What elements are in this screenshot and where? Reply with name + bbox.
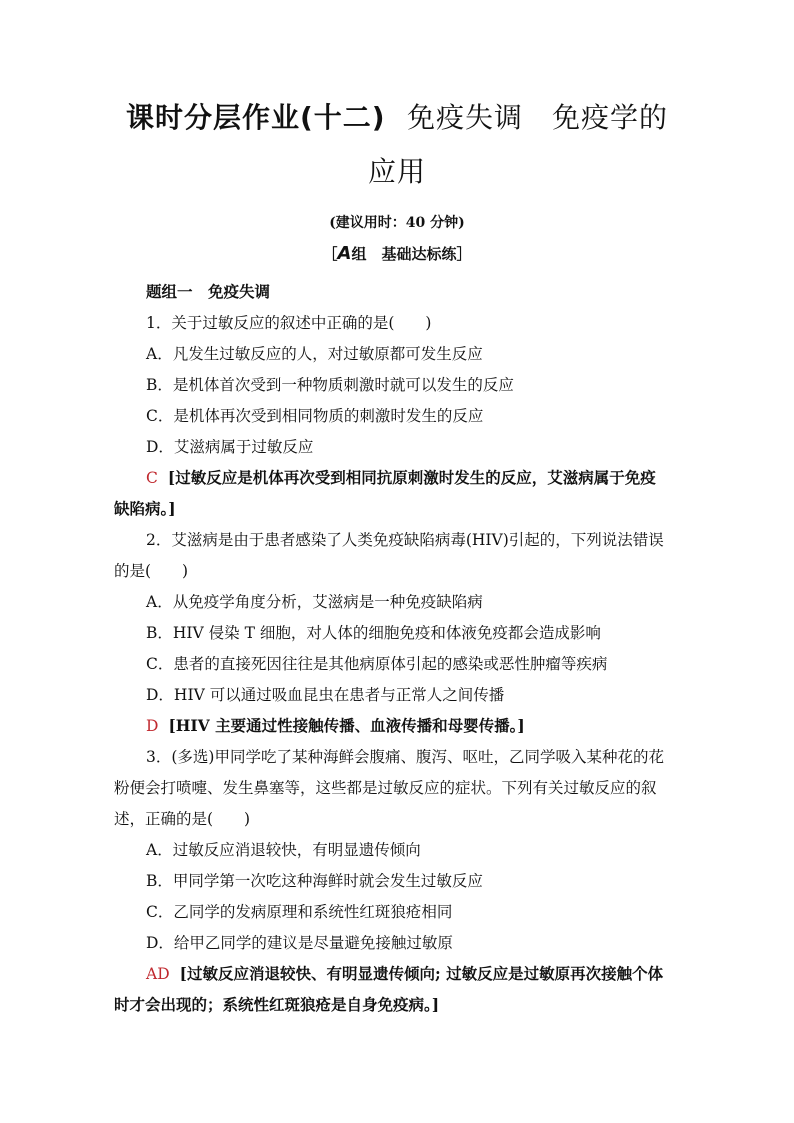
q1-stem: 1．关于过敏反应的叙述中正确的是( ) xyxy=(146,314,432,332)
title-part2: 免疫失调 免疫学的 xyxy=(407,101,669,134)
q3-explanation: [过敏反应消退较快、有明显遗传倾向; 过敏反应是过敏原再次接触个体 xyxy=(179,964,664,983)
page-title xyxy=(112,96,682,136)
q2-option-c: C．患者的直接死因往往是其他病原体引起的感染或恶性肿瘤等疾病 xyxy=(146,655,608,673)
q3-answer xyxy=(146,962,663,984)
q3-option-d: D．给甲乙同学的建议是尽量避免接触过敏原 xyxy=(146,934,453,952)
q1-answer-key: C xyxy=(146,469,158,487)
q2-option-b: B．HIV 侵染 T 细胞，对人体的细胞免疫和体液免疫都会造成影响 xyxy=(146,624,601,642)
group-badge: A xyxy=(337,243,352,264)
q3-explanation-cont: 时才会出现的；系统性红斑狼疮是自身免疫病。] xyxy=(114,995,440,1014)
q3-stem: 3．(多选)甲同学吃了某种海鲜会腹痛、腹泻、呕吐，乙同学吸入某种花的花 xyxy=(146,748,664,766)
q1-option-a: A．凡发生过敏反应的人，对过敏原都可发生反应 xyxy=(146,345,483,363)
suggested-time: (建议用时：40 分钟) xyxy=(329,215,465,231)
q2-stem-cont: 的是( ) xyxy=(114,562,189,580)
group-heading xyxy=(0,243,794,264)
q1-answer xyxy=(146,466,656,488)
title-part1: 课时分层作业(十二) xyxy=(125,101,386,134)
q2-explanation: [HIV 主要通过性接触传播、血液传播和母婴传播。] xyxy=(168,716,525,735)
q3-stem-cont1: 粉便会打喷嚏、发生鼻塞等，这些都是过敏反应的症状。下列有关过敏反应的叙 xyxy=(114,779,657,797)
page-title-line2: 应用 xyxy=(367,155,426,188)
q2-stem: 2．艾滋病是由于患者感染了人类免疫缺陷病毒(HIV)引起的，下列说法错误 xyxy=(146,531,664,549)
q1-option-b: B．是机体首次受到一种物质刺激时就可以发生的反应 xyxy=(146,376,514,394)
q3-option-a: A．过敏反应消退较快，有明显遗传倾向 xyxy=(146,841,421,859)
group-open-bracket: ［ xyxy=(322,245,338,263)
q2-option-d: D．HIV 可以通过吸血昆虫在患者与正常人之间传播 xyxy=(146,686,505,704)
q2-answer xyxy=(146,714,525,736)
q1-option-d: D．艾滋病属于过敏反应 xyxy=(146,438,314,456)
group-label: 组 基础达标练］ xyxy=(351,245,472,263)
q2-option-a: A．从免疫学角度分析，艾滋病是一种免疫缺陷病 xyxy=(146,593,483,611)
q1-explanation: [过敏反应是机体再次受到相同抗原刺激时发生的反应，艾滋病属于免疫 xyxy=(167,468,656,487)
q2-answer-key: D xyxy=(146,717,159,735)
q3-option-c: C．乙同学的发病原理和系统性红斑狼疮相同 xyxy=(146,903,453,921)
q3-option-b: B．甲同学第一次吃这种海鲜时就会发生过敏反应 xyxy=(146,872,483,890)
q1-explanation-cont: 缺陷病。] xyxy=(114,499,176,518)
q1-option-c: C．是机体再次受到相同物质的刺激时发生的反应 xyxy=(146,407,484,425)
q3-answer-key: AD xyxy=(146,965,170,983)
q3-stem-cont2: 述，正确的是( ) xyxy=(114,810,251,828)
section-heading: 题组一 免疫失调 xyxy=(146,282,271,301)
